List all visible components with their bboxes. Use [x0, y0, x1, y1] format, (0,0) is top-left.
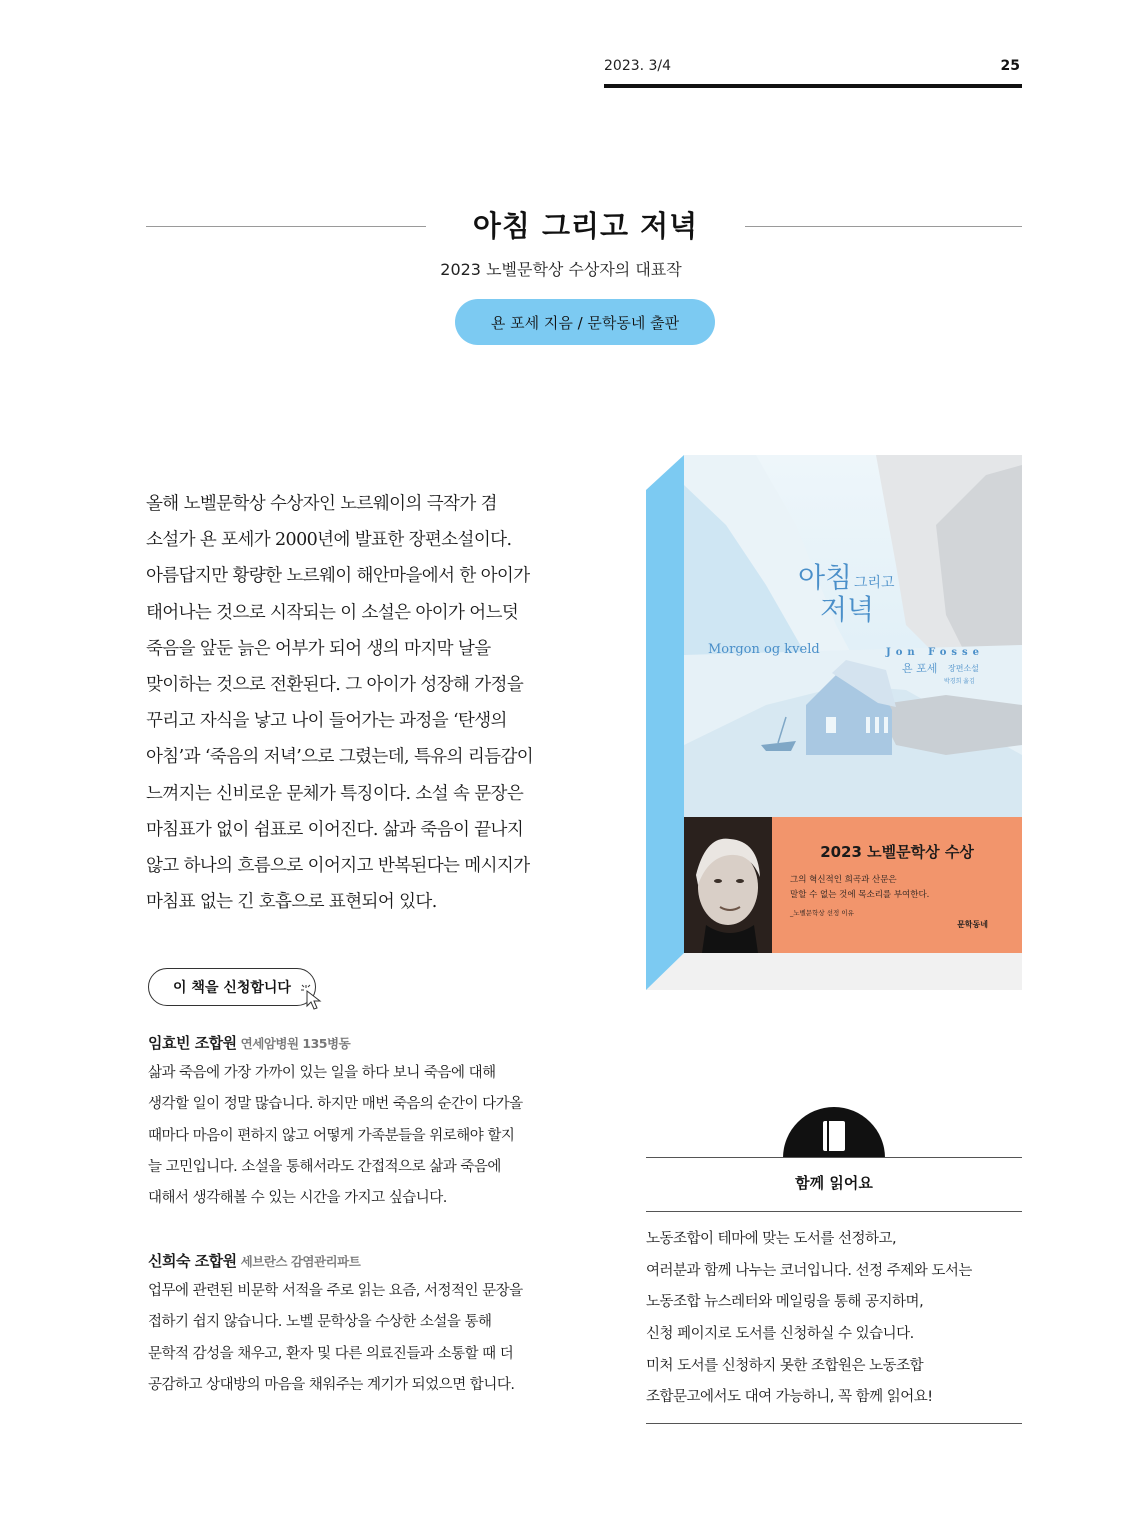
book-icon: [783, 1107, 885, 1158]
description-line: 꾸리고 자식을 낳고 나이 들어가는 과정을 ‘탄생의: [146, 711, 507, 732]
review-line: 삶과 죽음에 가장 가까이 있는 일을 하다 보니 죽음에 대해: [148, 1065, 496, 1081]
reviewer-name: 임효빈 조합원: [148, 1034, 237, 1052]
award-citation: 말할 수 없는 것에 목소리를 부여한다.: [790, 890, 930, 900]
review-line: 문학적 감성을 채우고, 환자 및 다른 의료진들과 소통할 때 더: [148, 1345, 514, 1362]
read-together-divider: [646, 1157, 1022, 1158]
description-line: 죽음을 앞둔 늙은 어부가 되어 생의 마지막 날을: [146, 638, 491, 659]
award-citation: 그의 혁신적인 희곡과 산문은: [790, 875, 897, 885]
review-line: 생각할 일이 정말 많습니다. 하지만 매번 죽음의 순간이 다가올: [148, 1096, 523, 1113]
book-title: 아침 그리고 저녁: [472, 209, 699, 243]
cover-genre: 장편소설: [948, 664, 979, 673]
read-together-line: 신청 페이지로 도서를 신청하실 수 있습니다.: [646, 1326, 914, 1343]
review-line: 늘 고민입니다. 소설을 통해서라도 간접적으로 삶과 죽음에: [148, 1158, 501, 1175]
read-together-description: [646, 1224, 1022, 1414]
header-rule: [604, 84, 1022, 88]
award-label: 2023 노벨문학상 수상: [820, 843, 974, 861]
title-divider-left: [146, 226, 426, 227]
cover-title-bottom: 저녁: [820, 593, 875, 626]
award-band: [772, 817, 1022, 953]
cursor-click-icon: [298, 980, 328, 1010]
apply-book-button[interactable]: 이 책을 신청합니다: [148, 968, 316, 1006]
read-together-line: 미처 도서를 신청하지 못한 조합원은 노동조합: [646, 1357, 924, 1374]
author-publisher-badge: 욘 포세 지음 / 문학동네 출판: [455, 299, 715, 345]
review-header: [148, 1250, 578, 1274]
description-line: 소설가 욘 포세가 2000년에 발표한 장편소설이다.: [146, 530, 512, 551]
cover-author: 욘 포세: [902, 662, 938, 675]
read-together-line: 여러분과 함께 나누는 코너입니다. 선정 주제와 도서는: [646, 1262, 972, 1279]
cover-translator: 박경희 옮김: [944, 678, 975, 685]
book-subtitle: 2023 노벨문학상 수상자의 대표작: [440, 260, 682, 279]
description-line: 마침표가 없이 쉼표로 이어진다. 삶과 죽음이 끝나지: [146, 819, 524, 840]
read-together-badge: [783, 1107, 885, 1158]
description-line: 느껴지는 신비로운 문체가 특징이다. 소설 속 문장은: [146, 783, 524, 804]
read-together-line: 조합문고에서도 대여 가능하니, 꼭 함께 읽어요!: [646, 1389, 933, 1406]
review-line: 대해서 생각해볼 수 있는 시간을 가지고 싶습니다.: [148, 1190, 447, 1207]
cover-title: 아침: [798, 561, 853, 594]
read-together-divider: [646, 1211, 1022, 1212]
review-line: 공감하고 상대방의 마음을 채워주는 계기가 되었으면 합니다.: [148, 1376, 515, 1393]
description-line: 마침표 없는 긴 호흡으로 표현되어 있다.: [146, 892, 437, 913]
issue-date: 2023. 3/4: [604, 58, 672, 74]
author-photo: [684, 817, 772, 953]
read-together-line: 노동조합이 테마에 맞는 도서를 선정하고,: [646, 1231, 897, 1247]
description-line: 않고 하나의 흐름으로 이어지고 반복된다는 메시지가: [146, 855, 530, 876]
review-line: 업무에 관련된 비문학 서적을 주로 읽는 요즘, 서정적인 문장을: [148, 1283, 523, 1299]
cover-publisher: 문학동네: [957, 920, 988, 929]
reviewer-name: 신희숙 조합원: [148, 1252, 237, 1270]
read-together-title: 함께 읽어요: [795, 1174, 873, 1192]
cover-english-author: Jon Fosse: [886, 647, 984, 658]
cover-title-middle: 그리고: [854, 575, 895, 591]
book-cover: [646, 455, 1022, 990]
reviewer-department: 세브란스 감염관리파트: [240, 1254, 361, 1269]
page-number: 25: [1000, 58, 1020, 74]
review-header: [148, 1032, 578, 1056]
description-line: 올해 노벨문학상 수상자인 노르웨이의 극작가 겸: [146, 494, 497, 514]
read-together-divider: [646, 1423, 1022, 1424]
description-line: 태어나는 것으로 시작되는 이 소설은 아이가 어느덧: [146, 602, 519, 623]
book-spine: [646, 455, 684, 990]
reviewer-department: 연세암병원 135병동: [240, 1036, 351, 1051]
member-review: [148, 1250, 578, 1401]
title-divider-right: [745, 226, 1022, 227]
award-citation-source: _노벨문학상 선정 이유: [790, 909, 854, 917]
book-pages: [646, 953, 1022, 990]
description-line: 아침’과 ‘죽음의 저녁’으로 그렸는데, 특유의 리듬감이: [146, 747, 534, 768]
description-line: 맞이하는 것으로 전환된다. 그 아이가 성장해 가정을: [146, 674, 524, 695]
review-line: 접하기 쉽지 않습니다. 노벨 문학상을 수상한 소설을 통해: [148, 1314, 492, 1331]
member-review: [148, 1032, 578, 1214]
book-description: [146, 486, 576, 920]
review-line: 때마다 마음이 편하지 않고 어떻게 가족분들을 위로해야 할지: [148, 1127, 515, 1144]
cover-english-title: Morgon og kveld: [708, 642, 820, 657]
read-together-line: 노동조합 뉴스레터와 메일링을 통해 공지하며,: [646, 1294, 924, 1311]
description-line: 아름답지만 황량한 노르웨이 해안마을에서 한 아이가: [146, 566, 530, 587]
